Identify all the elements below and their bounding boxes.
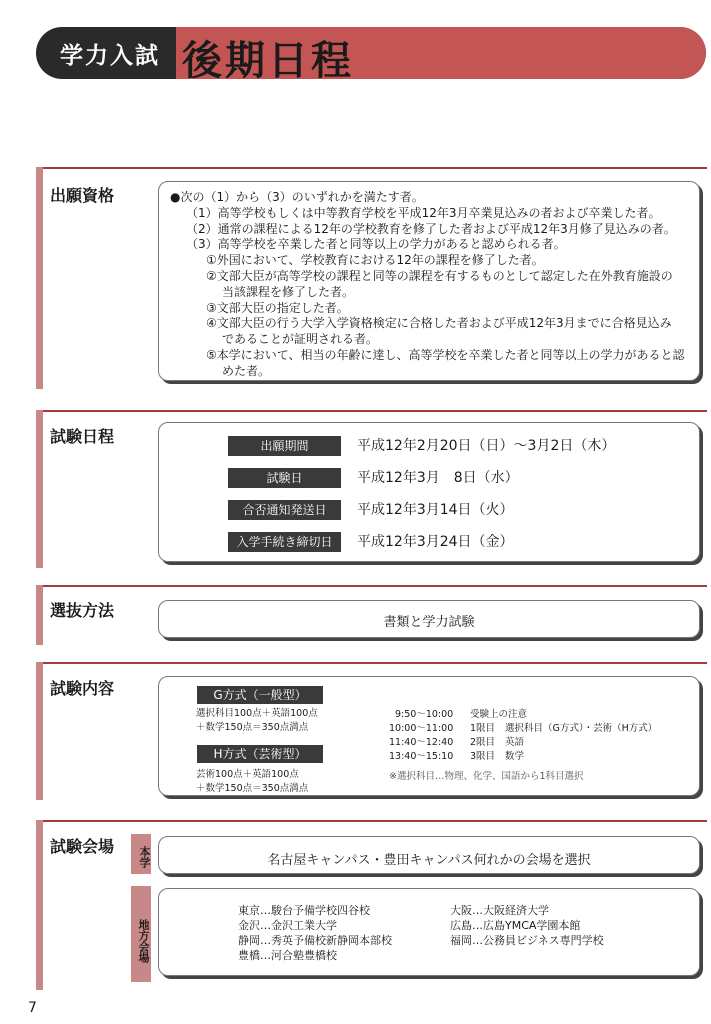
selection-label: 選抜方法 — [50, 601, 115, 620]
schedule-label: 試験日程 — [50, 427, 115, 446]
timetable-period: 2限目 — [470, 737, 496, 748]
venue-city: 東京…駿台予備学校四谷校 — [238, 904, 370, 917]
schedule-row-value: 平成12年3月 8日（水） — [357, 470, 519, 486]
h-method-line: 芸術100点＋英語100点 — [196, 769, 299, 780]
schedule-row-value: 平成12年3月24日（金） — [357, 534, 514, 550]
page-number: 7 — [28, 1000, 37, 1016]
eligibility-subitem: 当該課程を修了した者。 — [222, 284, 355, 299]
timetable-subject: 英語 — [505, 737, 525, 748]
timetable-subject: 選択科目（G方式）・芸術（H方式） — [505, 723, 658, 734]
eligibility-subitem: ⑤本学において、相当の年齢に達し、高等学校を卒業した者と同等以上の学力があると認 — [206, 347, 685, 362]
eligibility-subitem: ③文部大臣の指定した者。 — [206, 300, 349, 315]
venue-main-box — [158, 836, 700, 874]
timetable-period: 3限目 — [470, 751, 496, 762]
venue-city: 金沢…金沢工業大学 — [238, 919, 337, 932]
content-label: 試験内容 — [50, 679, 115, 698]
schedule-row-value: 平成12年3月14日（火） — [357, 502, 514, 518]
eligibility-subitem: ④文部大臣の行う大学入学資格検定に合格した者および平成12年3月までに合格見込み — [206, 316, 672, 331]
eligibility-subitem: であることが証明される者。 — [222, 332, 379, 347]
h-method-line: ＋数学150点＝350点満点 — [196, 783, 309, 794]
g-method-label: G方式（一般型） — [197, 686, 323, 704]
venue-city: 静岡…秀英予備校新静岡本部校 — [238, 934, 392, 947]
schedule-row-label: 出願期間 — [228, 436, 341, 456]
page-title: 後期日程 — [182, 38, 354, 84]
timetable-note: ※選択科目…物理、化学、国語から1科目選択 — [389, 771, 584, 782]
selection-value: 書類と学力試験 — [383, 615, 475, 630]
venue-regional-tag: 地方会場 — [131, 886, 151, 982]
timetable-subject: 数学 — [505, 751, 525, 762]
timetable-period: 1限目 — [470, 723, 496, 734]
eligibility-item: （3）高等学校を卒業した者と同等以上の学力があると認められる者。 — [186, 237, 566, 252]
venue-city: 大阪…大阪経済大学 — [450, 904, 549, 917]
h-method-label: H方式（芸術型） — [197, 745, 323, 763]
timetable-subject: 受験上の注意 — [470, 709, 528, 720]
schedule-row-value: 平成12年2月20日（日）～3月2日（木） — [357, 438, 616, 454]
schedule-row-label: 合否通知発送日 — [228, 500, 341, 520]
venue-city: 豊橋…河合塾豊橋校 — [238, 949, 337, 962]
timetable-time: 11:40～12:40 — [389, 737, 454, 748]
venue-main-tag: 本学 — [131, 834, 151, 874]
schedule-row-label: 入学手続き締切日 — [228, 532, 341, 552]
eligibility-subitem: ①外国において、学校教育における12年の課程を修了した者。 — [206, 253, 544, 268]
venue-city: 広島…広島YMCA学園本館 — [450, 919, 581, 932]
venue-main-value: 名古屋キャンパス・豊田キャンパス何れかの会場を選択 — [267, 853, 591, 868]
timetable-time: 13:40～15:10 — [389, 751, 454, 762]
schedule-row-label: 試験日 — [228, 468, 341, 488]
venue-city: 福岡…公務員ビジネス専門学校 — [450, 934, 604, 947]
eligibility-subitem: ②文部大臣が高等学校の課程と同等の課程を有するものとして認定した在外教育施設の — [206, 268, 673, 283]
venue-label: 試験会場 — [50, 837, 115, 856]
g-method-line: ＋数学150点＝350点満点 — [196, 722, 309, 733]
eligibility-item: （2）通常の課程による12年の学校教育を修了した者および平成12年3月修了見込みの者。 — [186, 221, 676, 236]
g-method-line: 選択科目100点＋英語100点 — [196, 708, 318, 719]
eligibility-item: （1）高等学校もしくは中等教育学校を平成12年3月卒業見込みの者および卒業した者。 — [186, 205, 661, 220]
timetable-time: 10:00～11:00 — [389, 723, 454, 734]
header-subtitle: 学力入試 — [60, 43, 160, 69]
selection-box — [158, 600, 700, 638]
eligibility-subitem: めた者。 — [222, 363, 271, 378]
eligibility-intro: ●次の（1）から（3）のいずれかを満たす者。 — [170, 190, 424, 204]
eligibility-label: 出願資格 — [50, 186, 115, 205]
eligibility-text — [170, 190, 685, 380]
timetable-time: 9:50～10:00 — [395, 709, 454, 720]
